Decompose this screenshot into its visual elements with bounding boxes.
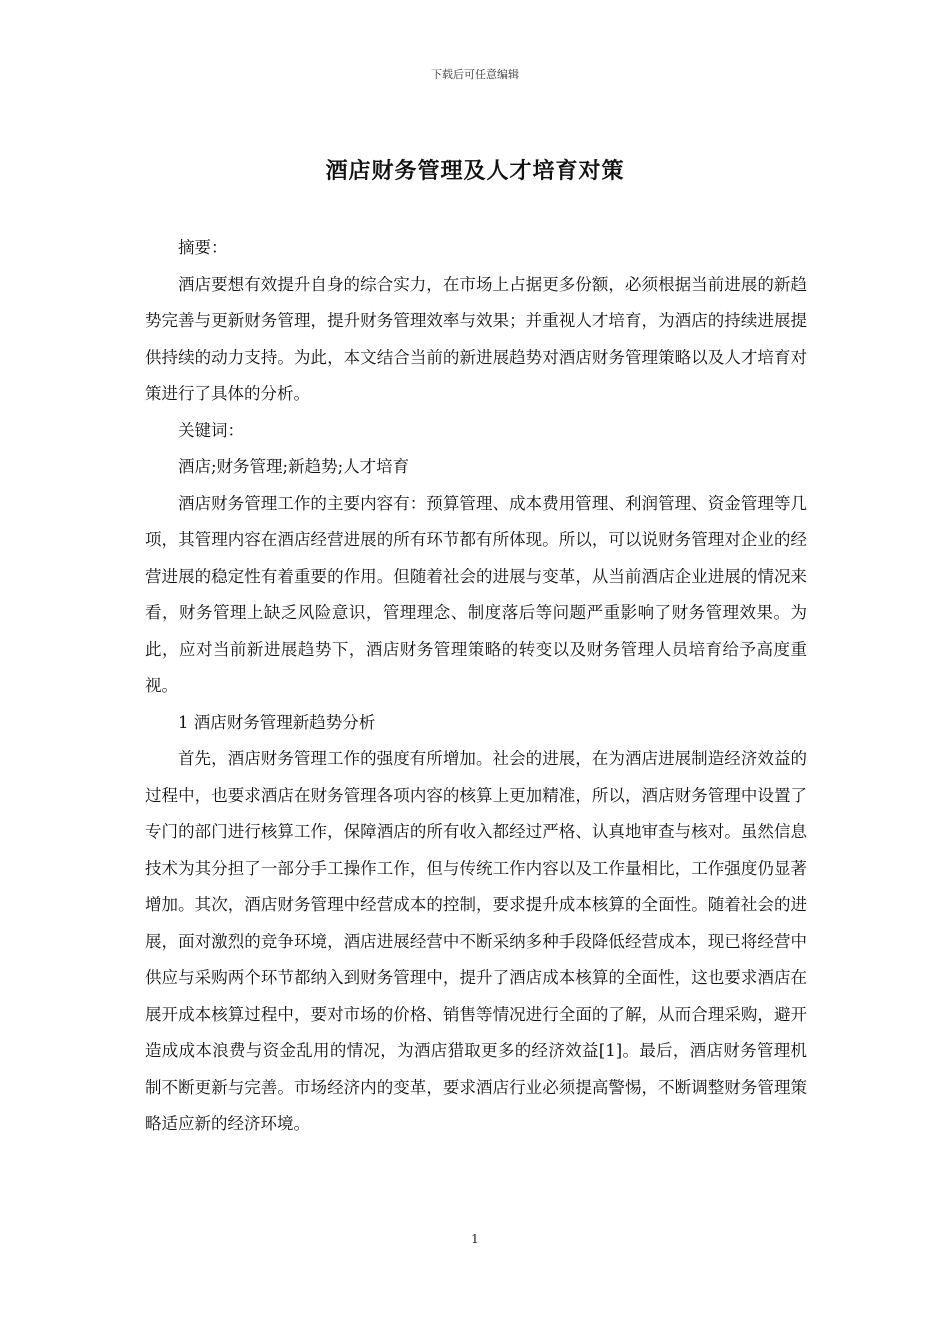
document-title: 酒店财务管理及人才培育对策 (325, 158, 625, 184)
abstract-text: 酒店要想有效提升自身的综合实力，在市场上占据更多份额，必须根据当前进展的新趋势完善与更新财务管理，提升财务管理效率与效果；并重视人才培育，为酒店的持续进展提供持续的动力支持。为此，本文结合当前的新进展趋势对酒店财务管理策略以及人才培育对策进行了具体的分析。 (145, 274, 807, 403)
document-body (145, 230, 807, 1143)
keywords-heading: 关键词： (178, 420, 244, 440)
abstract-heading: 摘要： (178, 238, 228, 257)
keywords-text: 酒店;财务管理;新趋势;人才培育 (178, 457, 410, 476)
section-heading-1: 1 酒店财务管理新趋势分析 (178, 712, 376, 732)
page-header-note: 下载后可任意编辑 (431, 68, 519, 81)
intro-paragraph: 酒店财务管理工作的主要内容有：预算管理、成本费用管理、利润管理、资金管理等几项，其管理内容在酒店经营进展的所有环节都有所体现。所以，可以说财务管理对企业的经营进展的稳定性有着重要的作用。但随着社会的进展与变革，从当前酒店企业进展的情况来看，财务管理上缺乏风险意识，管理理念、制度落后等问题严重影响了财务管理效果。为此，应对当前新进展趋势下，酒店财务管理策略的转变以及财务管理人员培育给予高度重视。 (145, 493, 807, 695)
section-1-paragraph: 首先，酒店财务管理工作的强度有所增加。社会的进展，在为酒店进展制造经济效益的过程中，也要求酒店在财务管理各项内容的核算上更加精准，所以，酒店财务管理中设置了专门的部门进行核算工作，保障酒店的所有收入都经过严格、认真地审查与核对。虽然信息技术为其分担了一部分手工操作工作，但与传统工作内容以及工作量相比，工作强度仍显著增加。其次，酒店财务管理中经营成本的控制，要求提升成本核算的全面性。随着社会的进展，面对激烈的竞争环境，酒店进展经营中不断采纳多种手段降低经营成本，现已将经营中供应与采购两个环节都纳入到财务管理中，提升了酒店成本核算的全面性，这也要求酒店在展开成本核算过程中，要对市场的价格、销售等情况进行全面的了解，从而合理采购，避开造成成本浪费与资金乱用的情况，为酒店猎取更多的经济效益[1]。最后，酒店财务管理机制不断更新与完善。市场经济内的变革，要求酒店行业必须提高警惕，不断调整财务管理策略适应新的经济环境。 (145, 749, 807, 1133)
page-number: 1 (471, 1232, 479, 1246)
